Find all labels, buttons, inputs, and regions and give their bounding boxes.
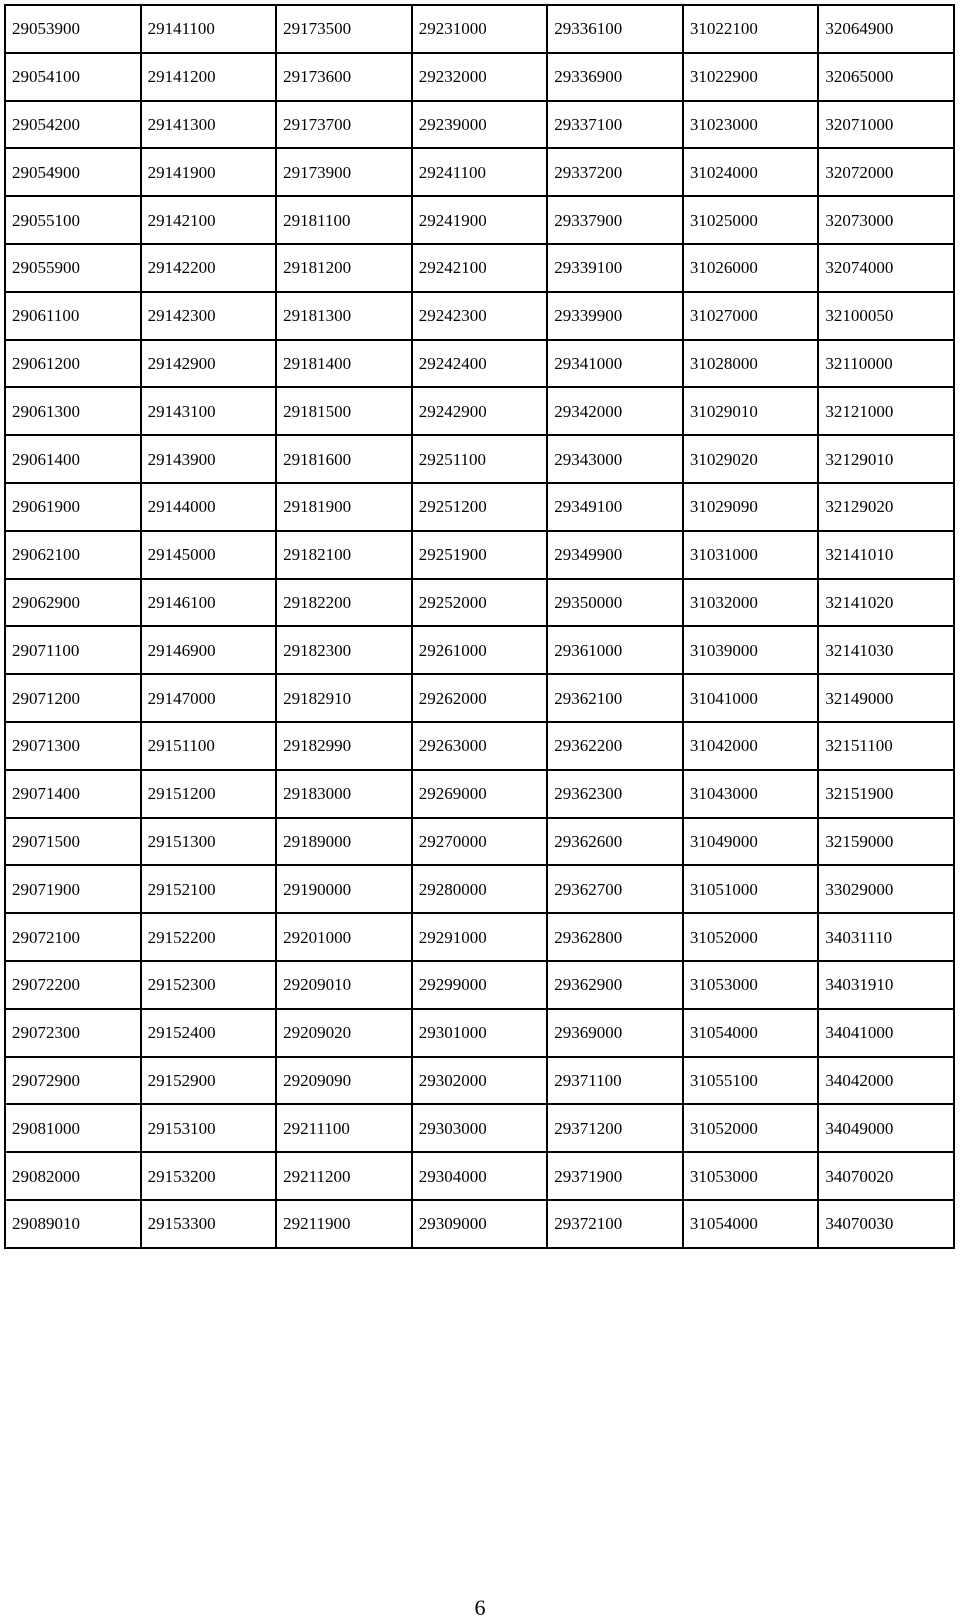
- table-cell: 29371900: [547, 1152, 683, 1200]
- table-cell: 29242400: [412, 340, 548, 388]
- table-cell: 29350000: [547, 579, 683, 627]
- table-cell: 32159000: [818, 818, 954, 866]
- table-cell: 31029090: [683, 483, 819, 531]
- table-row: [5, 53, 954, 101]
- table-cell: 31039000: [683, 626, 819, 674]
- table-cell: 34070020: [818, 1152, 954, 1200]
- table-cell: 31052000: [683, 1104, 819, 1152]
- table-cell: 29303000: [412, 1104, 548, 1152]
- table-cell: 29141300: [141, 101, 277, 149]
- table-cell: 31053000: [683, 1152, 819, 1200]
- table-cell: 29270000: [412, 818, 548, 866]
- table-cell: 31031000: [683, 531, 819, 579]
- table-cell: 29141100: [141, 5, 277, 53]
- code-table-body: [5, 5, 954, 1248]
- table-row: [5, 387, 954, 435]
- table-cell: 29251900: [412, 531, 548, 579]
- table-cell: 29231000: [412, 5, 548, 53]
- table-cell: 29342000: [547, 387, 683, 435]
- table-cell: 31055100: [683, 1057, 819, 1105]
- table-cell: 31054000: [683, 1009, 819, 1057]
- table-cell: 29053900: [5, 5, 141, 53]
- table-cell: 29061900: [5, 483, 141, 531]
- table-cell: 29190000: [276, 865, 412, 913]
- table-cell: 29071900: [5, 865, 141, 913]
- table-cell: 29209090: [276, 1057, 412, 1105]
- table-cell: 29337200: [547, 148, 683, 196]
- table-cell: 32110000: [818, 340, 954, 388]
- table-cell: 29071400: [5, 770, 141, 818]
- table-cell: 32064900: [818, 5, 954, 53]
- table-cell: 29209010: [276, 961, 412, 1009]
- table-cell: 32129010: [818, 435, 954, 483]
- table-cell: 29372100: [547, 1200, 683, 1248]
- table-row: [5, 101, 954, 149]
- table-cell: 34041000: [818, 1009, 954, 1057]
- table-cell: 29144000: [141, 483, 277, 531]
- table-cell: 29181900: [276, 483, 412, 531]
- table-cell: 29362700: [547, 865, 683, 913]
- table-row: [5, 818, 954, 866]
- table-cell: 29339900: [547, 292, 683, 340]
- table-cell: 29061300: [5, 387, 141, 435]
- table-cell: 29147000: [141, 674, 277, 722]
- table-cell: 31049000: [683, 818, 819, 866]
- table-cell: 29054900: [5, 148, 141, 196]
- table-cell: 29182200: [276, 579, 412, 627]
- table-cell: 29181300: [276, 292, 412, 340]
- table-cell: 31023000: [683, 101, 819, 149]
- table-cell: 29262000: [412, 674, 548, 722]
- table-cell: 29181500: [276, 387, 412, 435]
- table-cell: 29362100: [547, 674, 683, 722]
- table-cell: 29183000: [276, 770, 412, 818]
- table-cell: 32151100: [818, 722, 954, 770]
- table-cell: 31029020: [683, 435, 819, 483]
- table-cell: 29062100: [5, 531, 141, 579]
- table-cell: 29145000: [141, 531, 277, 579]
- table-cell: 29362900: [547, 961, 683, 1009]
- table-cell: 29304000: [412, 1152, 548, 1200]
- table-cell: 33029000: [818, 865, 954, 913]
- table-cell: 29182300: [276, 626, 412, 674]
- table-cell: 29153300: [141, 1200, 277, 1248]
- table-cell: 29072200: [5, 961, 141, 1009]
- table-cell: 29153200: [141, 1152, 277, 1200]
- table-cell: 31043000: [683, 770, 819, 818]
- table-cell: 29071500: [5, 818, 141, 866]
- table-cell: 29263000: [412, 722, 548, 770]
- table-cell: 29251200: [412, 483, 548, 531]
- table-cell: 32100050: [818, 292, 954, 340]
- table-cell: 29211200: [276, 1152, 412, 1200]
- table-cell: 29152300: [141, 961, 277, 1009]
- table-cell: 31053000: [683, 961, 819, 1009]
- table-cell: 31022100: [683, 5, 819, 53]
- table-cell: 31052000: [683, 913, 819, 961]
- table-cell: 29173900: [276, 148, 412, 196]
- table-cell: 29062900: [5, 579, 141, 627]
- table-cell: 29181600: [276, 435, 412, 483]
- table-cell: 31041000: [683, 674, 819, 722]
- table-cell: 29261000: [412, 626, 548, 674]
- table-cell: 34031910: [818, 961, 954, 1009]
- table-cell: 29182910: [276, 674, 412, 722]
- table-cell: 29181100: [276, 196, 412, 244]
- table-cell: 32072000: [818, 148, 954, 196]
- table-cell: 31027000: [683, 292, 819, 340]
- table-cell: 29072100: [5, 913, 141, 961]
- table-row: [5, 1200, 954, 1248]
- table-cell: 29201000: [276, 913, 412, 961]
- table-row: [5, 244, 954, 292]
- code-table: [4, 4, 955, 1249]
- table-cell: 31051000: [683, 865, 819, 913]
- table-cell: 29061200: [5, 340, 141, 388]
- table-cell: 29309000: [412, 1200, 548, 1248]
- table-cell: 29280000: [412, 865, 548, 913]
- table-cell: 29061400: [5, 435, 141, 483]
- table-cell: 29241100: [412, 148, 548, 196]
- table-cell: 29055100: [5, 196, 141, 244]
- table-row: [5, 340, 954, 388]
- table-cell: 29371100: [547, 1057, 683, 1105]
- table-cell: 29337100: [547, 101, 683, 149]
- table-cell: 31022900: [683, 53, 819, 101]
- page-number: 6: [474, 1595, 486, 1620]
- table-row: [5, 435, 954, 483]
- table-cell: 29152100: [141, 865, 277, 913]
- table-cell: 29146100: [141, 579, 277, 627]
- table-cell: 29153100: [141, 1104, 277, 1152]
- table-cell: 32073000: [818, 196, 954, 244]
- table-cell: 32141030: [818, 626, 954, 674]
- table-row: [5, 1009, 954, 1057]
- table-cell: 31028000: [683, 340, 819, 388]
- table-cell: 29181200: [276, 244, 412, 292]
- table-cell: 29369000: [547, 1009, 683, 1057]
- table-cell: 29089010: [5, 1200, 141, 1248]
- table-cell: 29152900: [141, 1057, 277, 1105]
- table-cell: 29182990: [276, 722, 412, 770]
- table-cell: 29301000: [412, 1009, 548, 1057]
- table-cell: 31032000: [683, 579, 819, 627]
- table-cell: 29072300: [5, 1009, 141, 1057]
- table-cell: 31054000: [683, 1200, 819, 1248]
- table-cell: 29341000: [547, 340, 683, 388]
- table-cell: 29299000: [412, 961, 548, 1009]
- table-cell: 29362800: [547, 913, 683, 961]
- table-cell: 29361000: [547, 626, 683, 674]
- table-cell: 32074000: [818, 244, 954, 292]
- table-cell: 29189000: [276, 818, 412, 866]
- table-cell: 29362200: [547, 722, 683, 770]
- table-cell: 32141020: [818, 579, 954, 627]
- table-cell: 29241900: [412, 196, 548, 244]
- table-cell: 29211900: [276, 1200, 412, 1248]
- table-cell: 34042000: [818, 1057, 954, 1105]
- table-cell: 29151100: [141, 722, 277, 770]
- table-row: [5, 483, 954, 531]
- table-cell: 29336100: [547, 5, 683, 53]
- table-cell: 29362300: [547, 770, 683, 818]
- table-cell: 34031110: [818, 913, 954, 961]
- table-row: [5, 579, 954, 627]
- table-cell: 29252000: [412, 579, 548, 627]
- table-cell: 29349900: [547, 531, 683, 579]
- table-cell: 34049000: [818, 1104, 954, 1152]
- table-cell: 29142200: [141, 244, 277, 292]
- table-cell: 32129020: [818, 483, 954, 531]
- table-cell: 29055900: [5, 244, 141, 292]
- table-row: [5, 770, 954, 818]
- table-cell: 29072900: [5, 1057, 141, 1105]
- table-cell: 29143100: [141, 387, 277, 435]
- table-cell: 31025000: [683, 196, 819, 244]
- table-cell: 29142900: [141, 340, 277, 388]
- table-cell: 29151200: [141, 770, 277, 818]
- table-cell: 29209020: [276, 1009, 412, 1057]
- table-cell: 29251100: [412, 435, 548, 483]
- table-cell: 32149000: [818, 674, 954, 722]
- table-cell: 29142100: [141, 196, 277, 244]
- table-cell: 29054100: [5, 53, 141, 101]
- table-cell: 29173600: [276, 53, 412, 101]
- table-cell: 29242300: [412, 292, 548, 340]
- table-cell: 29141200: [141, 53, 277, 101]
- table-cell: 29239000: [412, 101, 548, 149]
- table-cell: 34070030: [818, 1200, 954, 1248]
- table-cell: 29362600: [547, 818, 683, 866]
- table-cell: 29349100: [547, 483, 683, 531]
- table-cell: 29081000: [5, 1104, 141, 1152]
- table-cell: 29182100: [276, 531, 412, 579]
- table-cell: 31042000: [683, 722, 819, 770]
- table-cell: 29242900: [412, 387, 548, 435]
- table-cell: 32141010: [818, 531, 954, 579]
- table-cell: 29173500: [276, 5, 412, 53]
- table-cell: 29152200: [141, 913, 277, 961]
- table-cell: 29071100: [5, 626, 141, 674]
- table-row: [5, 865, 954, 913]
- table-cell: 29211100: [276, 1104, 412, 1152]
- table-cell: 29141900: [141, 148, 277, 196]
- table-row: [5, 1057, 954, 1105]
- table-row: [5, 961, 954, 1009]
- table-cell: 29181400: [276, 340, 412, 388]
- table-row: [5, 148, 954, 196]
- table-row: [5, 674, 954, 722]
- table-row: [5, 913, 954, 961]
- table-cell: 29173700: [276, 101, 412, 149]
- table-cell: 31026000: [683, 244, 819, 292]
- table-cell: 29151300: [141, 818, 277, 866]
- table-cell: 29291000: [412, 913, 548, 961]
- table-row: [5, 292, 954, 340]
- table-row: [5, 1152, 954, 1200]
- table-cell: 31024000: [683, 148, 819, 196]
- table-row: [5, 531, 954, 579]
- table-cell: 29371200: [547, 1104, 683, 1152]
- table-cell: 29242100: [412, 244, 548, 292]
- table-cell: 29142300: [141, 292, 277, 340]
- table-cell: 29152400: [141, 1009, 277, 1057]
- table-cell: 29146900: [141, 626, 277, 674]
- table-row: [5, 196, 954, 244]
- table-cell: 29071300: [5, 722, 141, 770]
- table-cell: 32151900: [818, 770, 954, 818]
- table-cell: 32065000: [818, 53, 954, 101]
- table-cell: 29054200: [5, 101, 141, 149]
- table-row: [5, 626, 954, 674]
- table-cell: 29337900: [547, 196, 683, 244]
- table-cell: 32071000: [818, 101, 954, 149]
- table-cell: 29343000: [547, 435, 683, 483]
- table-row: [5, 5, 954, 53]
- table-cell: 29269000: [412, 770, 548, 818]
- table-cell: 29302000: [412, 1057, 548, 1105]
- table-cell: 29082000: [5, 1152, 141, 1200]
- table-cell: 29232000: [412, 53, 548, 101]
- table-cell: 29071200: [5, 674, 141, 722]
- table-cell: 29336900: [547, 53, 683, 101]
- table-cell: 29339100: [547, 244, 683, 292]
- table-cell: 32121000: [818, 387, 954, 435]
- table-row: [5, 1104, 954, 1152]
- table-cell: 29143900: [141, 435, 277, 483]
- table-cell: 29061100: [5, 292, 141, 340]
- table-cell: 31029010: [683, 387, 819, 435]
- table-row: [5, 722, 954, 770]
